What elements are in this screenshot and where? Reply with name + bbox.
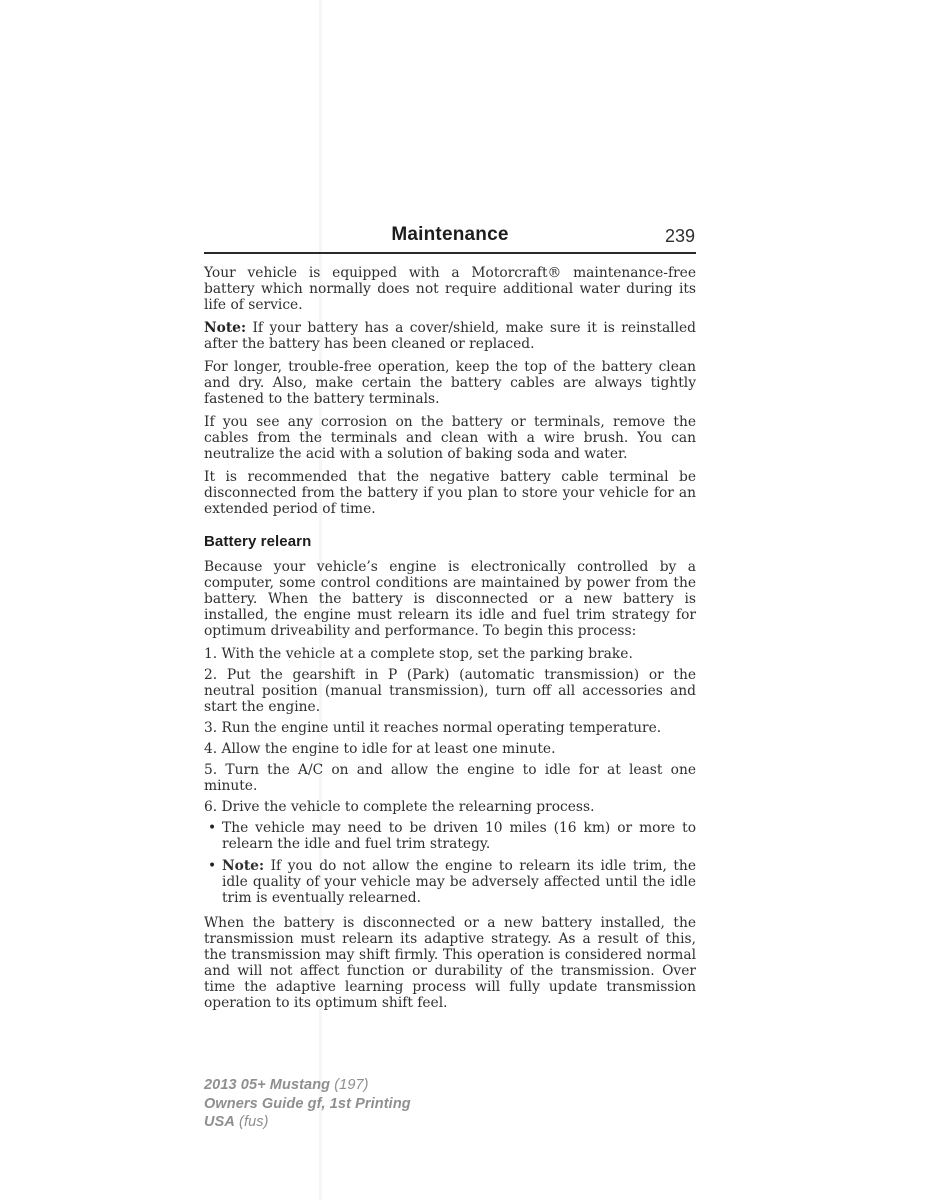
paragraph-transmission-relearn [204, 915, 696, 1011]
paragraph-text: When the battery is disconnected or a new battery installed, the transmission must relearn its adaptive strategy. As a result of this, the transmission may shift firmly. This operation is considered normal and will not affect function or durability of the transmission. Over time the adaptive learning process will fully update transmission operation to its optimum shift feel. [204, 915, 696, 1011]
paragraph-note-cover-shield [204, 320, 696, 352]
paragraph-text: If you do not allow the engine to relearn its idle trim, the idle quality of your vehicle may be adversely affected until the idle trim is eventually relearned. [222, 858, 696, 906]
paragraph-battery-intro [204, 265, 696, 313]
paragraph-corrosion [204, 414, 696, 462]
paragraph-storage [204, 469, 696, 517]
bullet-marker: • [208, 858, 217, 874]
paragraph-relearn-intro [204, 559, 696, 639]
step-item-6 [204, 799, 696, 815]
step-number: 3. [204, 720, 218, 736]
step-number: 2. [204, 667, 218, 683]
step-item-2 [204, 667, 696, 715]
footer-line-model [204, 1076, 411, 1095]
footer-line-region [204, 1113, 411, 1132]
step-number: 5. [204, 762, 218, 778]
step-text: With the vehicle at a complete stop, set the parking brake. [217, 646, 633, 662]
step-item-5 [204, 762, 696, 794]
step-text: Turn the A/C on and allow the engine to idle for at least one minute. [204, 762, 696, 794]
step-item-1 [204, 646, 696, 662]
step-number: 6. [204, 799, 218, 815]
bullet-item-mileage [204, 820, 696, 852]
step-text: Allow the engine to idle for at least one minute. [217, 741, 556, 757]
page-number: 239 [664, 226, 695, 246]
step-item-3 [204, 720, 696, 736]
paragraph-text: Because your vehicle’s engine is electronically controlled by a computer, some control conditions are maintained by power from the battery. When the battery is disconnected or a new battery is installed, the engine must relearn its idle and fuel trim strategy for optimum driveability and performance. To begin this process: [204, 559, 696, 639]
footer-model-code: (197) [330, 1077, 369, 1093]
step-text: Run the engine until it reaches normal operating temperature. [217, 720, 662, 736]
bullet-text [222, 820, 696, 852]
paragraph-text: If your battery has a cover/shield, make sure it is reinstalled after the battery has been cleaned or replaced. [204, 320, 696, 352]
bullet-list [204, 820, 696, 906]
page-header [204, 224, 696, 254]
step-number: 4. [204, 741, 218, 757]
page-title: Maintenance [391, 224, 509, 245]
paragraph-text: Your vehicle is equipped with a Motorcraft® maintenance-free battery which normally does not require additional water during its life of service. [204, 265, 696, 313]
section-heading-battery-relearn: Battery relearn [204, 533, 312, 550]
footer-model-name: 2013 05+ Mustang [204, 1077, 331, 1093]
page-content [204, 224, 696, 1018]
note-label: Note: [222, 858, 265, 874]
step-text: Put the gearshift in P (Park) (automatic transmission) or the neutral position (manual transmission), turn off all accessories and start the engine. [204, 667, 696, 715]
bullet-text [222, 858, 696, 906]
step-item-4 [204, 741, 696, 757]
paragraph-keep-clean [204, 359, 696, 407]
note-label: Note: [204, 320, 247, 336]
paragraph-text: It is recommended that the negative battery cable terminal be disconnected from the battery if you plan to store your vehicle for an extended period of time. [204, 469, 696, 517]
paragraph-text: For longer, trouble-free operation, keep the top of the battery clean and dry. Also, make certain the battery cables are always tightly fastened to the battery terminals. [204, 359, 696, 407]
footer-line-guide [204, 1095, 411, 1114]
bullet-marker: • [208, 820, 217, 836]
footer-region-name: USA [204, 1114, 235, 1130]
bullet-item-note-idle-trim [204, 858, 696, 906]
step-number: 1. [204, 646, 218, 662]
footer-region-code: (fus) [234, 1114, 269, 1130]
print-footer [204, 1076, 411, 1132]
step-text: Drive the vehicle to complete the relearning process. [217, 799, 595, 815]
paragraph-text: The vehicle may need to be driven 10 miles (16 km) or more to relearn the idle and fuel trim strategy. [222, 820, 696, 852]
paragraph-text: If you see any corrosion on the battery or terminals, remove the cables from the terminals and clean with a wire brush. You can neutralize the acid with a solution of baking soda and water. [204, 414, 696, 462]
footer-guide-text: Owners Guide gf, 1st Printing [204, 1095, 411, 1112]
